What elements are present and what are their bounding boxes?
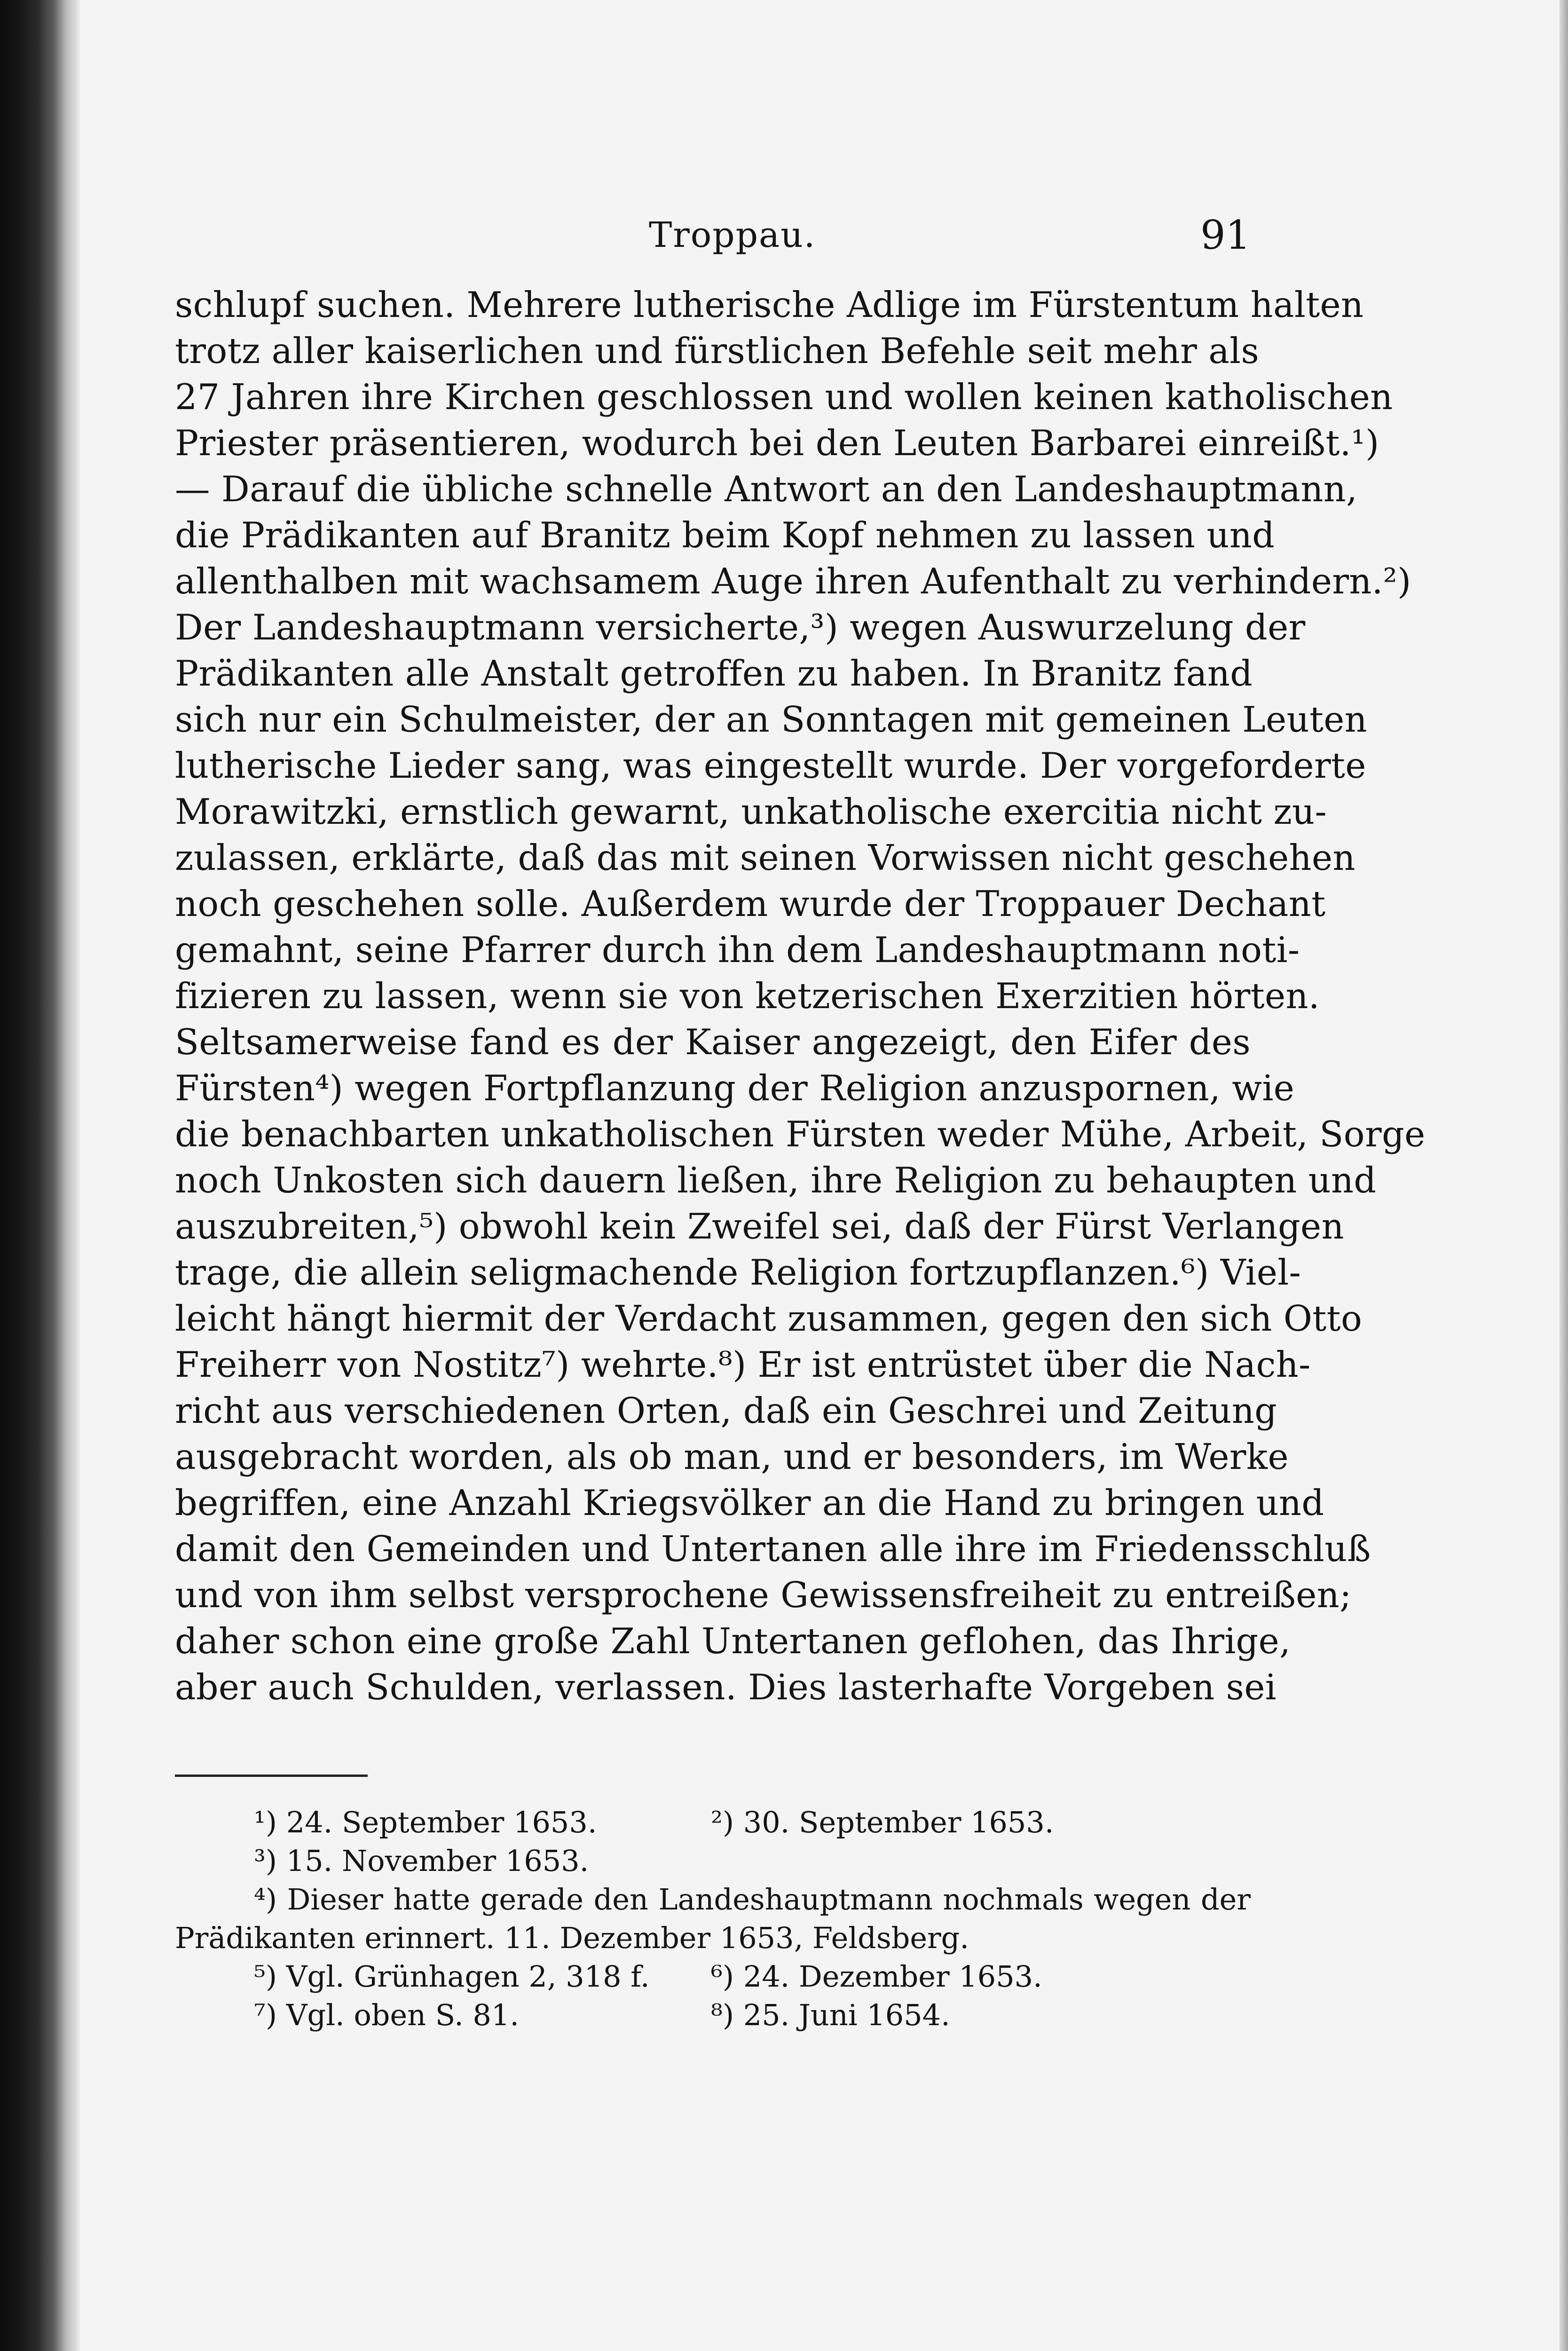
text-line: Der Landeshauptmann versicherte,³) wegen Auswurzelung der [175,607,1306,648]
text-line: Prädikanten alle Anstalt getroffen zu haben. In Branitz fand [175,653,1253,694]
text-line: daher schon eine große Zahl Untertanen geflohen, das Ihrige, [175,1621,1291,1662]
text-line: gemahnt, seine Pfarrer durch ihn dem Landeshauptmann noti- [175,930,1300,970]
text-line: fizieren zu lassen, wenn sie von ketzerischen Exerzitien hörten. [175,976,1320,1017]
text-line: leicht hängt hiermit der Verdacht zusammen, gegen den sich Otto [175,1298,1363,1339]
text-line: schlupf suchen. Mehrere lutherische Adlige im Fürstentum halten [175,284,1364,325]
page-number: 91 [1200,212,1251,258]
text-line: trotz aller kaiserlichen und fürstlichen Befehle seit mehr als [175,331,1260,371]
text-line: Freiherr von Nostitz⁷) wehrte.⁸) Er ist entrüstet über die Nach- [175,1344,1311,1385]
text-line: Priester präsentieren, wodurch bei den Leuten Barbarei einreißt.¹) [175,423,1379,464]
text-line: aber auch Schulden, verlassen. Dies lasterhafte Vorgeben sei [175,1667,1277,1708]
footnote-1: ¹) 24. September 1653. [254,1805,597,1839]
footnote-row [175,1880,1251,1919]
text-line: noch geschehen solle. Außerdem wurde der Troppauer Dechant [175,884,1326,924]
text-line: zulassen, erklärte, daß das mit seinen Vorwissen nicht geschehen [175,837,1355,878]
footnote-4-line-1: ⁴) Dieser hatte gerade den Landeshauptmann nochmals wegen der [254,1882,1251,1917]
text-line: 27 Jahren ihre Kirchen geschlossen und wollen keinen katholischen [175,377,1393,418]
footnote-2: ²) 30. September 1653. [711,1805,1054,1839]
text-line: Seltsamerweise fand es der Kaiser angezeigt, den Eifer des [175,1022,1251,1063]
text-line: richt aus verschiedenen Orten, daß ein Geschrei und Zeitung [175,1390,1277,1431]
text-line: allenthalben mit wachsamem Auge ihren Aufenthalt zu verhindern.²) [175,561,1411,602]
text-line: die Prädikanten auf Branitz beim Kopf nehmen zu lassen und [175,515,1275,556]
footnote-rule [175,1775,368,1777]
book-spine-shadow [0,0,80,2351]
footnote-8: ⁸) 25. Juni 1654. [711,1998,950,2032]
body-text [175,282,1426,1711]
footnote-6: ⁶) 24. Dezember 1653. [711,1959,1042,1994]
running-title: Troppau. [649,215,816,255]
text-line: ausgebracht worden, als ob man, und er besonders, im Werke [175,1436,1289,1477]
text-line: noch Unkosten sich dauern ließen, ihre Religion zu behaupten und [175,1160,1377,1201]
text-line: Morawitzki, ernstlich gewarnt, unkatholische exercitia nicht zu- [175,791,1327,832]
footnote-row [175,1957,1251,1996]
footnote-row [175,1842,1251,1880]
text-line: auszubreiten,⁵) obwohl kein Zweifel sei, daß der Fürst Verlangen [175,1206,1344,1247]
footnote-4-line-2: Prädikanten erinnert. 11. Dezember 1653, Feldsberg. [175,1921,969,1955]
footnote-7: ⁷) Vgl. oben S. 81. [254,1998,520,2032]
page-edge [1560,0,1568,2351]
footnote-row [175,1996,1251,2035]
text-line: begriffen, eine Anzahl Kriegsvölker an die Hand zu bringen und [175,1483,1324,1523]
footnote-row [175,1803,1251,1842]
text-line: damit den Gemeinden und Untertanen alle ihre im Friedensschluß [175,1529,1371,1570]
page-header [630,207,1251,263]
text-line: trage, die allein seligmachende Religion fortzupflanzen.⁶) Viel- [175,1252,1301,1293]
text-line: sich nur ein Schulmeister, der an Sonntagen mit gemeinen Leuten [175,699,1368,740]
footnote-5: ⁵) Vgl. Grünhagen 2, 318 f. [254,1959,650,1994]
text-line: Fürsten⁴) wegen Fortpflanzung der Religion anzuspornen, wie [175,1068,1295,1109]
footnotes [175,1803,1251,2035]
footnote-3: ³) 15. November 1653. [254,1844,589,1878]
text-line: die benachbarten unkatholischen Fürsten weder Mühe, Arbeit, Sorge [175,1114,1426,1155]
text-line: — Darauf die übliche schnelle Antwort an den Landeshauptmann, [175,469,1358,510]
footnote-row [175,1919,1251,1957]
text-line: lutherische Lieder sang, was eingestellt wurde. Der vorgeforderte [175,745,1366,786]
text-line: und von ihm selbst versprochene Gewissensfreiheit zu entreißen; [175,1575,1352,1616]
